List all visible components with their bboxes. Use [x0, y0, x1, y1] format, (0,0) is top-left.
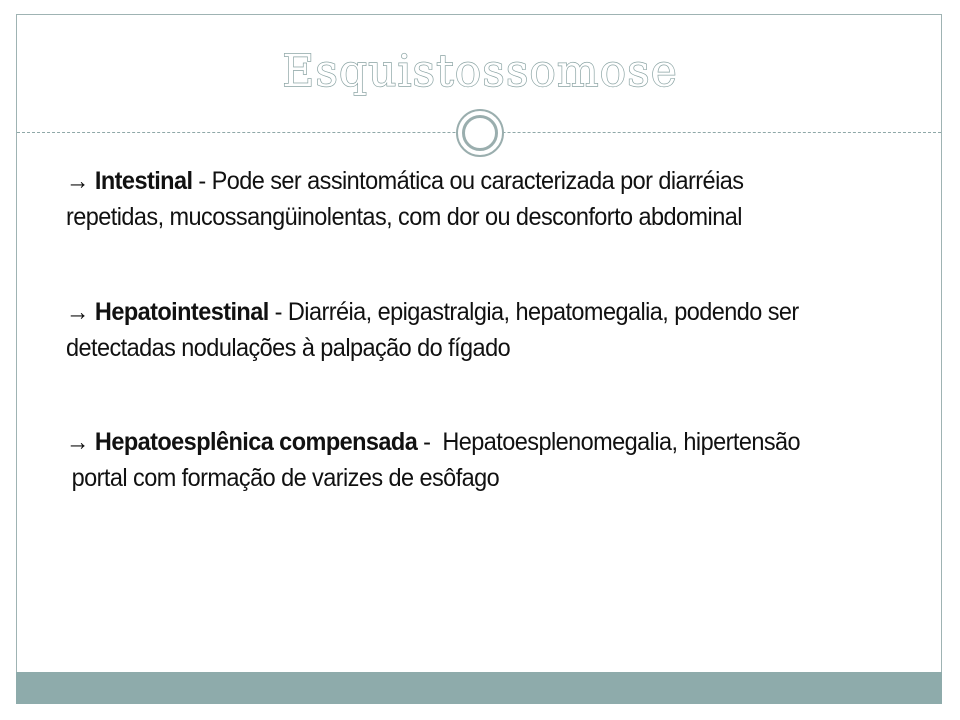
- item-term: Hepatointestinal: [94, 298, 269, 326]
- item-line-1: [66, 424, 893, 460]
- item-description: - Pode ser assintomática ou caracterizada por diarréias: [192, 167, 744, 195]
- footer-bar: [16, 672, 942, 704]
- arrow-icon: →: [66, 167, 89, 195]
- item-line-1: [66, 294, 893, 330]
- item-hepatoesplenica: [66, 424, 893, 496]
- arrow-icon: →: [66, 428, 89, 456]
- item-line-1: [66, 163, 893, 199]
- arrow-icon: →: [66, 298, 89, 326]
- item-term: Intestinal: [94, 167, 193, 195]
- slide-title: Esquistossomose: [282, 46, 678, 97]
- item-description: - Hepatoesplenomegalia, hipertensão: [417, 428, 801, 456]
- divider-circle-ornament: [456, 109, 504, 157]
- item-line-2: repetidas, mucossangüinolentas, com dor ou desconforto abdominal: [66, 203, 742, 231]
- item-line-2: portal com formação de varizes de esôfago: [71, 464, 500, 492]
- item-description: - Diarréia, epigastralgia, hepatomegalia, podendo ser: [268, 298, 799, 326]
- item-term: Hepatoesplênica compensada: [94, 428, 418, 456]
- item-intestinal: [66, 163, 893, 235]
- item-hepatointestinal: [66, 294, 893, 366]
- item-line-2: detectadas nodulações à palpação do fígado: [66, 334, 511, 362]
